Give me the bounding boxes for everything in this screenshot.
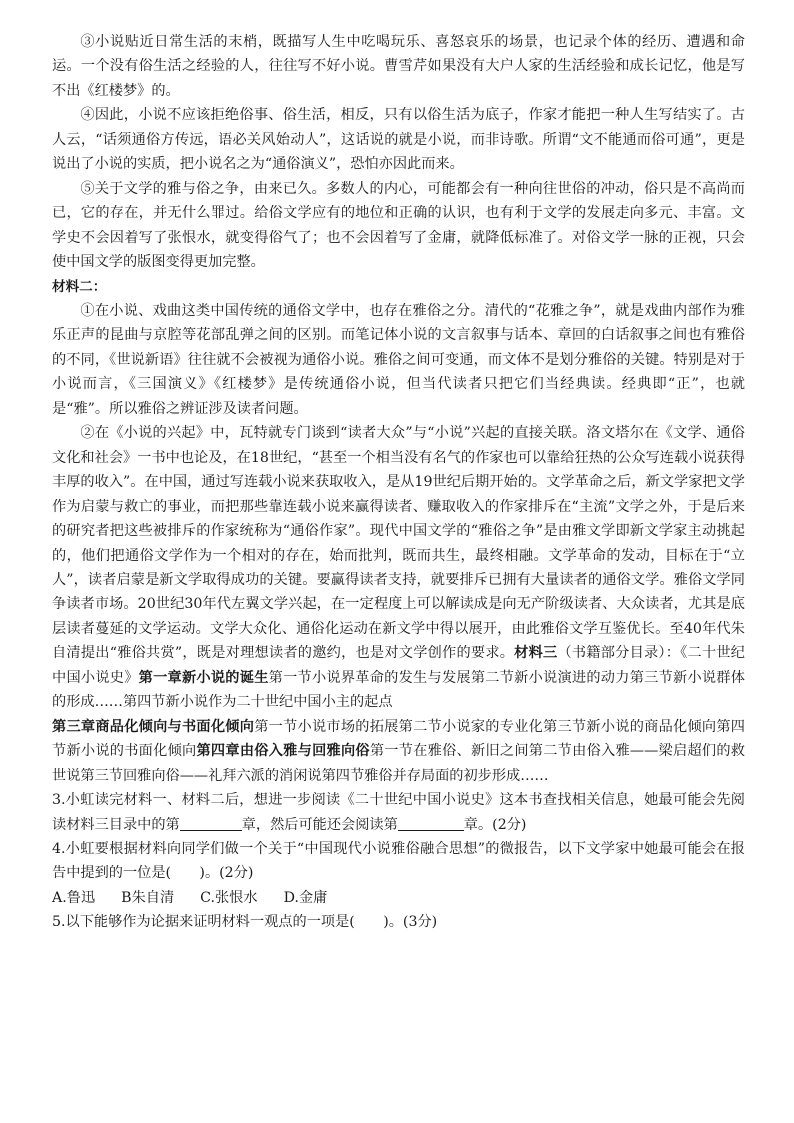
- material-one-paragraph-4: ④因此，小说不应该拒绝俗事、俗生活，相反，只有以俗生活为底子，作家才能把一种人生写结实了。古人云，“话须通俗方传远，语必关风始动人”，这话说的就是小说，而非诗歌。所谓“文不能通而俗可通”，更是说出了小说的实质，把小说名之为“通俗演义”，恐怕亦因此而来。: [52, 107, 745, 173]
- chapter-3-title: 第三章商品化倾向与书面化倾向: [52, 718, 255, 735]
- chapter-1-title: 第一章新小说的诞生: [138, 669, 269, 686]
- material-two-heading: 材料二：: [52, 278, 107, 295]
- answer-blank-2[interactable]: [398, 816, 464, 831]
- option-c[interactable]: C.张恨水: [200, 889, 258, 906]
- chapter-4-title: 第四章由俗入雅与回雅向俗: [196, 743, 370, 760]
- material-one-paragraph-5: ⑤关于文学的雅与俗之争，由来已久。多数人的内心，可能都会有一种向往世俗的冲动，俗只是不高尚而已，它的存在，并无什么罪过。给俗文学应有的地位和正确的认识，也有利于文学的发展走向多元、丰富。文学史不会因着写了张恨水，就变得俗气了；也不会因着写了金庸，就降低标准了。对俗文学一脉的正视，只会使中国文学的版图变得更加完整。: [52, 180, 745, 271]
- question-3-text-3: 章。(2分): [463, 816, 527, 833]
- chapter-3-4-line: [52, 715, 745, 788]
- chapter-3-sections: 第一节小说市场的拓展第二节小说家的专业化第三节新小说的商品化倾向第四节新小说的书面化倾向: [52, 718, 745, 760]
- question-5: 5.以下能够作为论据来证明材料一观点的一项是( )。(3分): [52, 914, 438, 931]
- option-b[interactable]: B朱自清: [121, 889, 175, 906]
- material-three-note: （书籍部分目录）：: [557, 645, 681, 662]
- material-two-paragraph-2: [52, 421, 745, 714]
- question-4: 4.小虹要根据材料向同学们做一个关于“中国现代小说雅俗融合思想”的微报告，以下文学家中她最可能会在报告中提到的一位是( )。(2分): [52, 840, 745, 882]
- material-three-book-title: 《二十世纪中国小说史》: [52, 645, 745, 686]
- question-4-options: [52, 886, 745, 910]
- option-d[interactable]: D.金庸: [283, 889, 328, 906]
- chapter-4-sections: 第一节在雅俗、新旧之间第二节由俗入雅——梁启超们的救世说第三节回雅向俗——礼拜六派的消闲说第四节雅俗并存局面的初步形成……: [52, 743, 745, 784]
- answer-blank-1[interactable]: [180, 816, 242, 831]
- option-a[interactable]: A.鲁迅: [52, 889, 96, 906]
- material-two-paragraph-1: ①在小说、戏曲这类中国传统的通俗文学中，也存在雅俗之分。清代的“花雅之争”，就是戏曲内部作为雅乐正声的昆曲与京腔等花部乱弹之间的区别。而笔记体小说的文言叙事与话本、章回的白话叙事之间也有雅俗的不同，《世说新语》往往就不会被视为通俗小说。雅俗之间可变通，而文体不是划分雅俗的关键。特别是对于小说而言，《三国演义》《红楼梦》是传统通俗小说，但当代读者只把它们当经典读。经典即“正”，也就是“雅”。所以雅俗之辨证涉及读者问题。: [52, 302, 745, 417]
- material-three-heading: 材料三: [514, 645, 558, 662]
- question-3-text-2: 章，然后可能还会阅读第: [241, 816, 398, 833]
- document-page: [52, 30, 745, 935]
- question-3-text-1: 3.小虹读完材料一、材料二后，想进一步阅读《二十世纪中国小说史》这本书查找相关信息，她最可能会先阅读材料三目录中的第: [52, 792, 745, 833]
- material-two-paragraph-2-text: ②在《小说的兴起》中，瓦特就专门谈到“读者大众”与“小说”兴起的直接关联。洛文塔尔在《文学、通俗文化和社会》一书中也论及，在18世纪，“甚至一个相当没有名气的作家也可以靠给狂热的公众写连载小说获得丰厚的收入”。在中国，通过写连载小说来获取收入，是从19世纪后期开始的。文学革命之后，新文学家把文学作为启蒙与救亡的事业，而把那些靠连载小说来赢得读者、赚取收入的作家排斥在“主流”文学之外，于是后来的研究者把这些被排斥的作家统称为“通俗作家”。现代中国文学的“雅俗之争”是由雅文学即新文学家主动挑起的，他们把通俗文学作为一个相对的存在，始而批判，既而共生，最终相融。文学革命的发动，目标在于“立人”，读者启蒙是新文学取得成功的关键。要赢得读者支持，就要排斥已拥有大量读者的通俗文学。雅俗文学同争读者市场。20世纪30年代左翼文学兴起，在一定程度上可以解读成是向无产阶级读者、大众读者，尤其是底层读者蔓延的文学运动。文学大众化、通俗化运动在新文学中得以展开，由此雅俗文学互鉴优长。至40年代朱自清提出“雅俗共赏”，既是对理想读者的邀约，也是对文学创作的要求。: [52, 425, 745, 662]
- question-3: [52, 788, 745, 837]
- chapter-1-sections: 第一节小说界革命的发生与发展第二节新小说演进的动力第三节新小说群体的形成……第四节新小说作为二十世纪中国小主的起点: [52, 669, 745, 711]
- material-one-paragraph-3: ③小说贴近日常生活的末梢，既描写人生中吃喝玩乐、喜怒哀乐的场景，也记录个体的经历、遭遇和命运。一个没有俗生活之经验的人，往往写不好小说。曹雪芹如果没有大户人家的生活经验和成长记忆，他是写不出《红楼梦》的。: [52, 34, 745, 99]
